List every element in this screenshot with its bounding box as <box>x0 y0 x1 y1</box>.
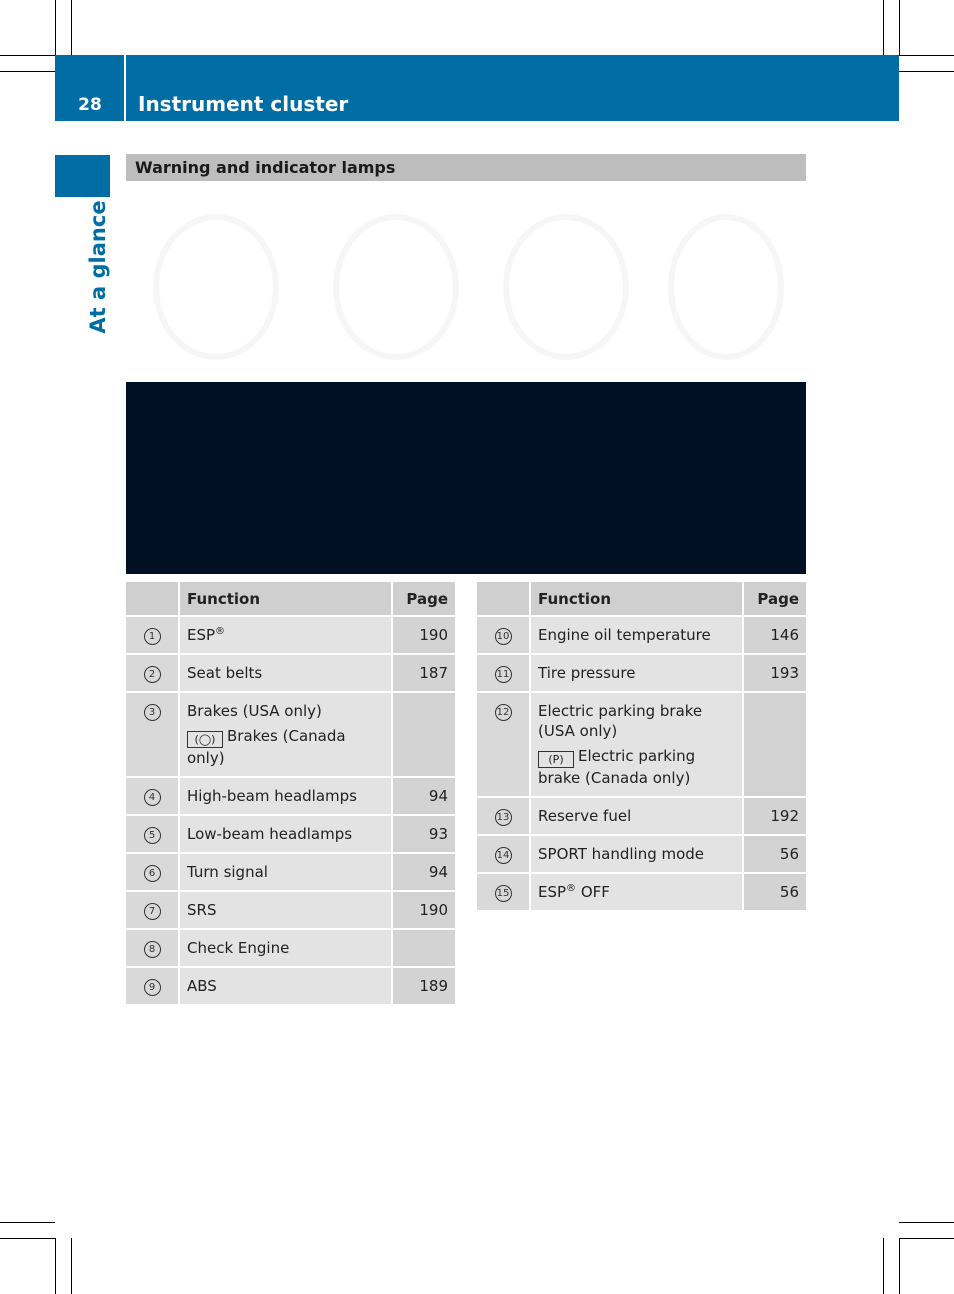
side-tab-block <box>55 155 110 197</box>
row-number <box>477 797 530 835</box>
row-function <box>530 873 743 911</box>
row-number-badge: 15 <box>495 885 512 902</box>
crop-mark <box>899 55 954 56</box>
function-text-2: Brakes (Canada only) <box>187 727 346 767</box>
row-function: Check Engine <box>179 929 392 967</box>
crop-mark <box>71 0 72 55</box>
row-number <box>126 815 179 853</box>
row-page: 190 <box>392 616 455 654</box>
function-text-2: Electric parking brake (Canada only) <box>538 747 696 787</box>
row-page: 56 <box>743 873 806 911</box>
crop-mark <box>71 1238 72 1294</box>
row-function: SRS <box>179 891 392 929</box>
row-number <box>477 654 530 692</box>
row-number-badge: 4 <box>144 789 161 806</box>
row-function: ABS <box>179 967 392 1005</box>
row-number-badge: 9 <box>144 979 161 996</box>
function-text: Electric parking brake (USA only) <box>538 702 703 740</box>
row-function: Turn signal <box>179 853 392 891</box>
function-text: ESP <box>187 626 216 644</box>
table-row <box>126 891 455 929</box>
row-number <box>477 835 530 873</box>
row-number-badge: 5 <box>144 827 161 844</box>
parking-brake-icon: (P) <box>538 751 574 768</box>
row-page: 56 <box>743 835 806 873</box>
column-header-number <box>126 582 179 616</box>
row-page <box>392 692 455 777</box>
row-number <box>126 692 179 777</box>
row-function: Tire pressure <box>530 654 743 692</box>
instrument-cluster-image <box>126 382 806 574</box>
function-text: Brakes (USA only) <box>187 702 322 720</box>
row-page: 189 <box>392 967 455 1005</box>
crop-mark <box>899 1238 900 1294</box>
row-page: 94 <box>392 777 455 815</box>
row-number <box>126 654 179 692</box>
column-header-function: Function <box>530 582 743 616</box>
row-number <box>126 929 179 967</box>
crop-mark <box>899 1238 954 1239</box>
row-number <box>126 967 179 1005</box>
table-row <box>126 777 455 815</box>
crop-mark <box>0 1238 55 1239</box>
table-row <box>126 967 455 1005</box>
header-divider <box>124 55 126 121</box>
table-header-row <box>477 582 806 616</box>
row-function: Engine oil temperature <box>530 616 743 654</box>
row-function <box>179 616 392 654</box>
table-row <box>126 853 455 891</box>
row-number-badge: 1 <box>144 628 161 645</box>
crop-mark <box>0 1222 55 1223</box>
function-sup: ® <box>215 626 226 637</box>
table-row <box>477 873 806 911</box>
table-row <box>477 835 806 873</box>
row-page <box>743 692 806 797</box>
crop-mark <box>55 1238 56 1294</box>
function-sup: ® <box>566 883 577 894</box>
row-function: Seat belts <box>179 654 392 692</box>
table-row <box>126 616 455 654</box>
row-number <box>126 616 179 654</box>
row-number <box>477 616 530 654</box>
row-number-badge: 6 <box>144 865 161 882</box>
row-function: Low-beam headlamps <box>179 815 392 853</box>
row-number <box>126 891 179 929</box>
row-function: High-beam headlamps <box>179 777 392 815</box>
row-page: 146 <box>743 616 806 654</box>
row-number <box>126 777 179 815</box>
table-row <box>126 692 455 777</box>
column-header-number <box>477 582 530 616</box>
crop-mark <box>55 0 56 55</box>
crop-mark <box>899 0 900 55</box>
side-tab-label: At a glance <box>86 200 110 334</box>
row-number <box>477 873 530 911</box>
row-number-badge: 12 <box>495 704 512 721</box>
table-row <box>126 815 455 853</box>
column-header-page: Page <box>392 582 455 616</box>
crop-mark <box>883 0 884 55</box>
row-number-badge: 3 <box>144 704 161 721</box>
row-function <box>179 692 392 777</box>
table-row <box>126 654 455 692</box>
crop-mark <box>899 71 954 72</box>
row-number <box>477 692 530 797</box>
page-title: Instrument cluster <box>138 92 349 116</box>
lamp-table-right <box>477 582 806 912</box>
row-number-badge: 2 <box>144 666 161 683</box>
function-suffix: OFF <box>576 883 610 901</box>
row-number <box>126 853 179 891</box>
table-header-row <box>126 582 455 616</box>
row-page: 193 <box>743 654 806 692</box>
lamp-table-left <box>126 582 455 1006</box>
table-row <box>477 616 806 654</box>
row-page: 190 <box>392 891 455 929</box>
table-row <box>477 797 806 835</box>
faint-illustration <box>126 192 806 378</box>
side-tab-area <box>70 200 130 335</box>
column-header-page: Page <box>743 582 806 616</box>
brake-warning-icon: (◯) <box>187 731 223 748</box>
row-function: SPORT handling mode <box>530 835 743 873</box>
row-number-badge: 13 <box>495 809 512 826</box>
section-heading: Warning and indicator lamps <box>126 154 806 181</box>
crop-mark <box>0 55 55 56</box>
row-page: 192 <box>743 797 806 835</box>
table-row <box>477 654 806 692</box>
row-number-badge: 8 <box>144 941 161 958</box>
table-row <box>126 929 455 967</box>
row-number-badge: 14 <box>495 847 512 864</box>
row-number-badge: 7 <box>144 903 161 920</box>
row-page: 94 <box>392 853 455 891</box>
crop-mark <box>899 1222 954 1223</box>
row-page: 93 <box>392 815 455 853</box>
row-number-badge: 11 <box>495 666 512 683</box>
table-row <box>477 692 806 797</box>
row-page: 187 <box>392 654 455 692</box>
page-number: 28 <box>78 95 102 115</box>
row-function <box>530 692 743 797</box>
row-function: Reserve fuel <box>530 797 743 835</box>
row-number-badge: 10 <box>495 628 512 645</box>
function-text: ESP <box>538 883 567 901</box>
column-header-function: Function <box>179 582 392 616</box>
crop-mark <box>0 71 55 72</box>
crop-mark <box>883 1238 884 1294</box>
row-page <box>392 929 455 967</box>
